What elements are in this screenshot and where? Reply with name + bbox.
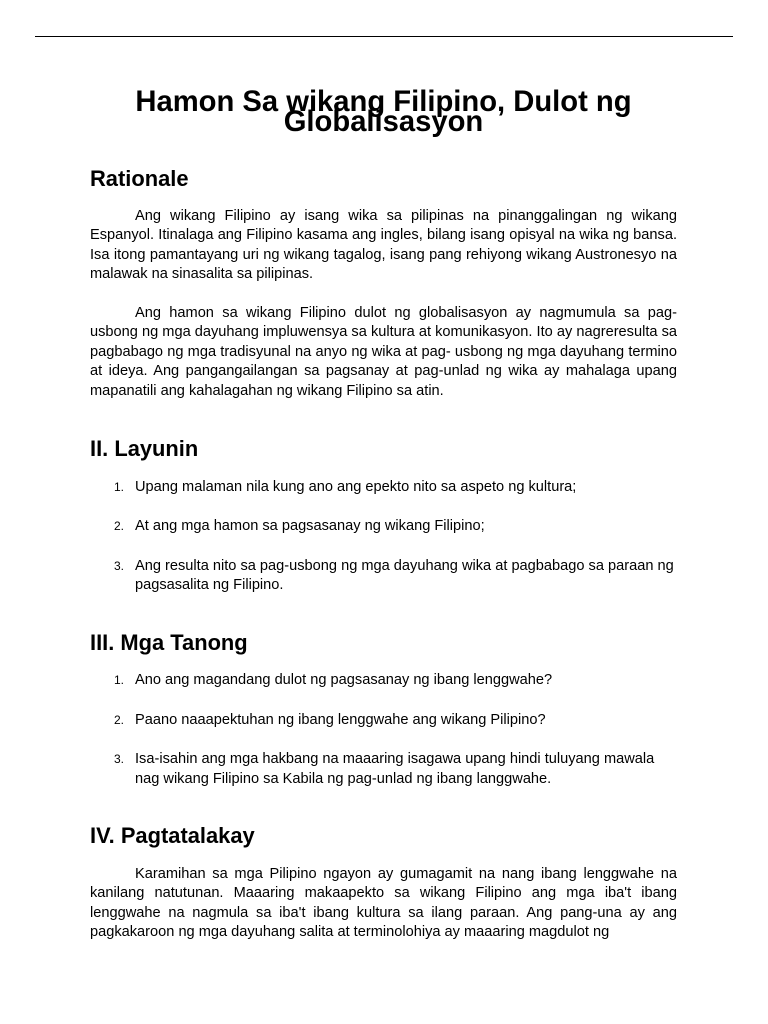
tanong-list: [90, 671, 677, 789]
list-item: [90, 517, 677, 537]
list-item-number: 1.: [113, 479, 124, 494]
list-item-text: At ang mga hamon sa pagsasanay ng wikang Filipino;: [135, 518, 485, 534]
pagtatalakay-heading: IV. Pagtatalakay: [90, 823, 255, 848]
list-item-number: 3.: [113, 558, 124, 573]
list-item-number: 2.: [113, 712, 124, 727]
document-body: [90, 86, 677, 943]
layunin-heading: II. Layunin: [90, 436, 199, 461]
list-item-text: Ano ang magandang dulot ng pagsasanay ng ibang lenggwahe?: [135, 672, 553, 688]
list-item-text: Paano naaapektuhan ng ibang lenggwahe ang wikang Pilipino?: [135, 711, 546, 728]
list-item: [90, 557, 677, 596]
list-item: [90, 671, 677, 691]
layunin-list: [90, 478, 677, 596]
list-item-number: 1.: [113, 673, 124, 687]
list-item: [90, 711, 677, 731]
pagtatalakay-paragraph-1: Karamihan sa mga Pilipino ngayon ay gumagamit na nang ibang lenggwahe na kanilang natutunan. Maaaring makaapekto sa wikang Filipino ang mga iba't ibang lenggwahe na nagmula sa iba't ibang kultura sa ilang paraan. Ang pang-una ay ang pagkakaroon ng mga dayuhang salita at terminolohiya ay maaaring magdulot ng: [90, 865, 677, 940]
tanong-heading: III. Mga Tanong: [90, 629, 248, 655]
list-item-number: 2.: [113, 519, 124, 533]
rationale-paragraph-1: Ang wikang Filipino ay isang wika sa pilipinas na pinanggalingan ng wikang Espanyol. Itinalaga ang Filipino kasama ang ingles, bilang isang opisyal na wika ng bansa. Isa itong pamantayang uri ng wikang tagalog, isang pang rehiyong wikang Austronesyo na malawak na sinasalita sa pilipinas.: [90, 207, 677, 282]
rationale-heading: Rationale: [90, 166, 189, 191]
list-item: [90, 478, 677, 498]
document-title: Hamon Sa wikang Filipino, Dulot ng Globalisasyon: [135, 86, 632, 138]
list-item: [90, 750, 677, 789]
list-item-text: Ang resulta nito sa pag-usbong ng mga dayuhang wika at pagbabago sa paraan ng pagsasalita ng Filipino.: [135, 557, 674, 593]
list-item-text: Isa-isahin ang mga hakbang na maaaring isagawa upang hindi tuluyang mawala nag wikang Filipino sa Kabila ng pag-unlad ng ibang langgwahe.: [135, 751, 655, 787]
list-item-text: Upang malaman nila kung ano ang epekto nito sa aspeto ng kultura;: [135, 478, 577, 495]
header-rule: [35, 36, 733, 37]
list-item-number: 3.: [113, 752, 124, 766]
rationale-paragraph-2: Ang hamon sa wikang Filipino dulot ng globalisasyon ay nagmumula sa pag-usbong ng mga dayuhang impluwensya sa kultura at komunikasyon. Ito ay nagreresulta sa pagbabago ng mga tradisyunal na anyo ng wika at pag- usbong ng mga dayuhang termino at ideya. Ang pangangailangan sa pagsanay at pag-unlad ng wika ay mahalaga upang mapanatili ang kahalagahan ng wikang Filipino sa atin.: [90, 304, 677, 399]
